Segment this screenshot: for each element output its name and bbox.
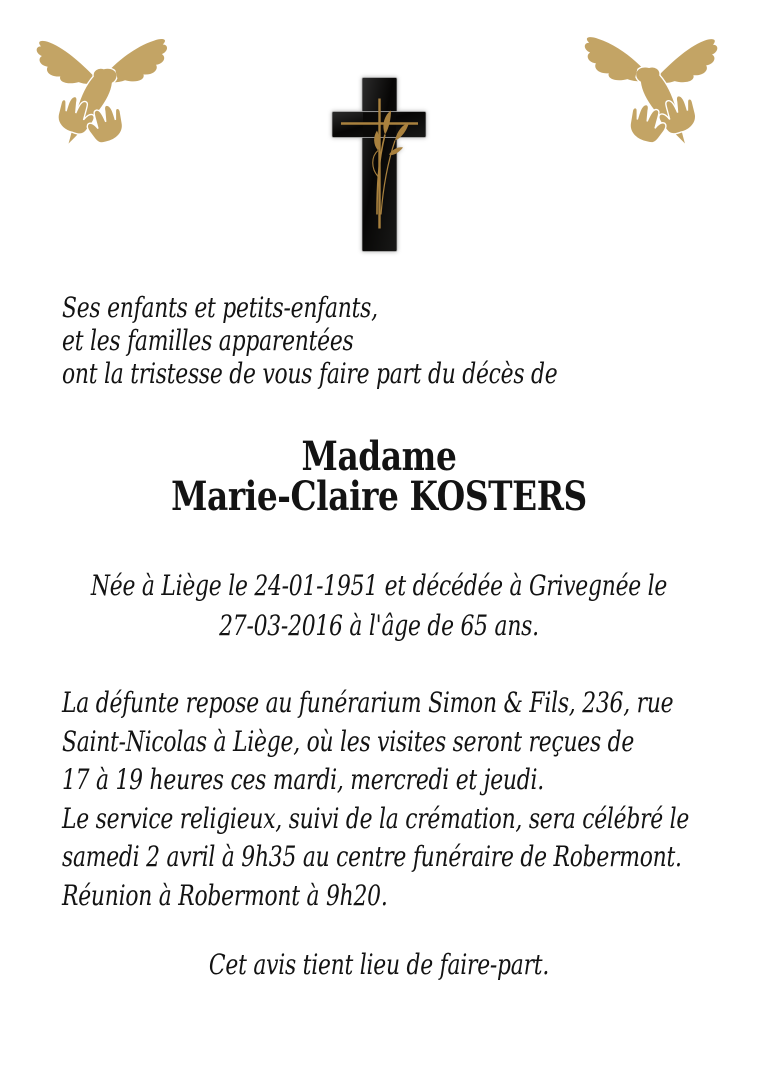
deceased-name-block xyxy=(68,433,690,520)
memorial-cross-icon xyxy=(331,76,427,253)
life-dates-text xyxy=(83,566,674,646)
closing-text xyxy=(83,948,674,981)
deceased-title: Madame xyxy=(301,433,457,480)
dates-line: 27-03-2016 à l'âge de 65 ans. xyxy=(219,609,539,642)
dove-release-icon xyxy=(20,28,176,146)
intro-line: ont la tristesse de vous faire part du décès de xyxy=(62,357,558,390)
dove-release-icon-mirrored xyxy=(576,26,734,146)
deceased-name: Marie-Claire KOSTERS xyxy=(171,473,587,520)
details-line: Le service religieux, suivi de la crémation, sera célébré le xyxy=(62,801,690,835)
closing-line: Cet avis tient lieu de faire-part. xyxy=(208,948,550,981)
details-line: La défunte repose au funérarium Simon & Fils, 236, rue xyxy=(62,686,674,719)
dates-line: Née à Liège le 24-01-1951 et décédée à Grivegnée le xyxy=(90,569,668,602)
intro-line: et les familles apparentées xyxy=(62,324,354,357)
details-line: Réunion à Robermont à 9h20. xyxy=(62,878,388,912)
intro-line: Ses enfants et petits-enfants, xyxy=(62,291,378,324)
details-line: Saint-Nicolas à Liège, où les visites seront reçues de xyxy=(62,724,635,758)
details-line: 17 à 19 heures ces mardi, mercredi et jeudi. xyxy=(62,763,544,796)
funeral-details-text xyxy=(62,684,689,915)
intro-text xyxy=(62,291,557,390)
details-line: samedi 2 avril à 9h35 au centre funéraire de Robermont. xyxy=(62,840,682,873)
